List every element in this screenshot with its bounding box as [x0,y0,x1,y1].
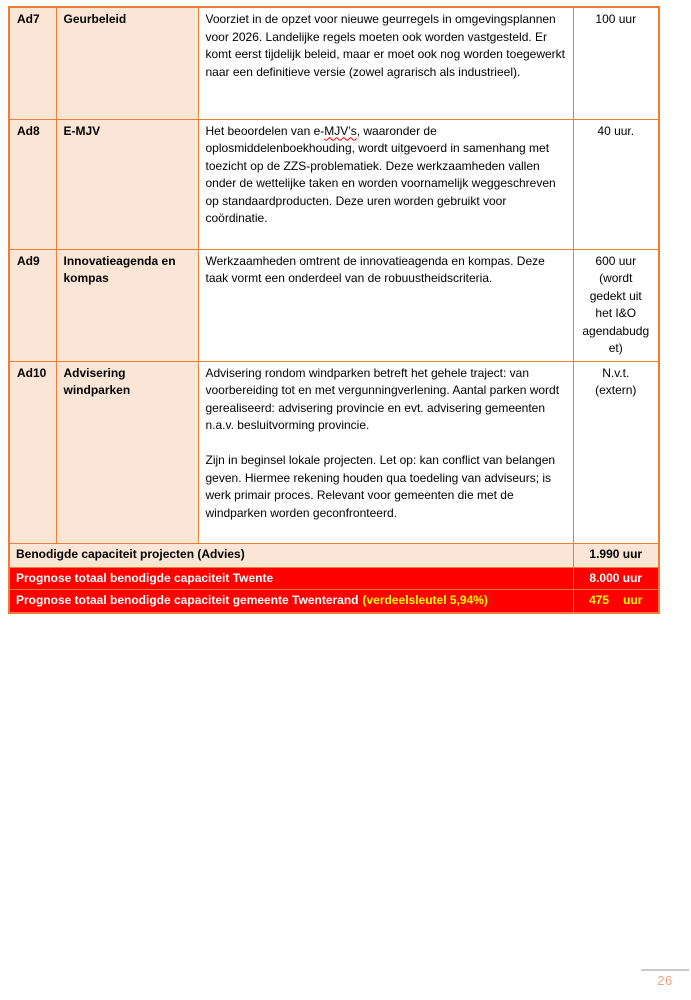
summary-label-cell: Benodigde capaciteit projecten (Advies) [9,543,573,567]
total-twenterand-label: Prognose totaal benodigde capaciteit gemeente Twenterand [16,593,359,607]
hours-cell: 600 uur (wordt gedekt uit het I&O agendabudget) [573,249,659,361]
footer-rule [641,969,689,971]
table-row-ad8 [9,119,659,249]
description-paragraph-2: Zijn in beginsel lokale projecten. Let op: kan conflict van belangen geven. Hiermee rekening houden qua toedeling van adviseurs; is werk primair proces. Relevant voor gemeenten die met de windparken worden geconfronteerd. [205,453,556,520]
row-id-cell: Ad10 [9,361,56,543]
page-number: 26 [657,973,673,988]
description-text: , waaronder de oplosmiddelenboekhouding, wordt uitgevoerd in samenhang met toezicht op de ZZS-problematiek. Deze werkzaamheden vallen onder de wettelijke taken en worden voornamelijk weggeschreven op standaardproducten. Deze uren worden gebruikt voor coördinatie. [205,123,556,225]
spellcheck-underlined-word: MJV’s [324,123,357,138]
table-row-ad9 [9,249,659,361]
task-description-cell: Werkzaamheden omtrent de innovatieagenda en kompas. Deze taak vormt een onderdeel van de robuustheidscriteria. [198,249,573,361]
task-name-cell: Innovatieagenda en kompas [56,249,198,361]
row-id-cell: Ad8 [9,119,56,249]
total-twente-row [9,567,659,590]
task-name-cell: E-MJV [56,119,198,249]
description-paragraph-1: Advisering rondom windparken betreft het gehele traject: van voorbereiding tot en met vergunningverlening. Aantal parken wordt gerealiseerd: advisering provincie en evt. advisering gemeenten n.a.v. besluitvorming provincie. [205,365,560,432]
total-twenterand-row [9,590,659,613]
page-footer [641,969,689,988]
task-name-cell: Advisering windparken [56,361,198,543]
table-row-ad7 [9,7,659,119]
hours-unit: uur [623,593,643,607]
row-id-cell: Ad7 [9,7,56,119]
row-id-cell: Ad9 [9,249,56,361]
total-twente-label-cell: Prognose totaal benodigde capaciteit Twente [9,567,573,590]
task-name-cell: Geurbeleid [56,7,198,119]
verdeelsleutel-highlight: (verdeelsleutel 5,94%) [362,593,488,607]
task-description-cell [198,119,573,249]
total-twenterand-hours-cell [573,590,659,613]
hours-value: 475 [589,593,610,607]
task-description-cell: Voorziet in de opzet voor nieuwe geurregels in omgevingsplannen voor 2026. Landelijke regels moeten ook worden vastgesteld. Er komt eerst tijdelijk beleid, maar er moet ook nog worden toegewerkt naar een definitieve versie (zowel agrarisch als industrieel). [198,7,573,119]
hours-cell: 40 uur. [573,119,659,249]
table-row-ad10 [9,361,659,543]
summary-hours-cell: 1.990 uur [573,543,659,567]
total-twente-hours-cell: 8.000 uur [573,567,659,590]
capacity-table [8,6,660,614]
hours-cell: N.v.t. (extern) [573,361,659,543]
total-twenterand-label-cell [9,590,573,613]
task-description-cell [198,361,573,543]
hours-cell: 100 uur [573,7,659,119]
summary-row [9,543,659,567]
description-text: Het beoordelen van e- [205,123,325,138]
